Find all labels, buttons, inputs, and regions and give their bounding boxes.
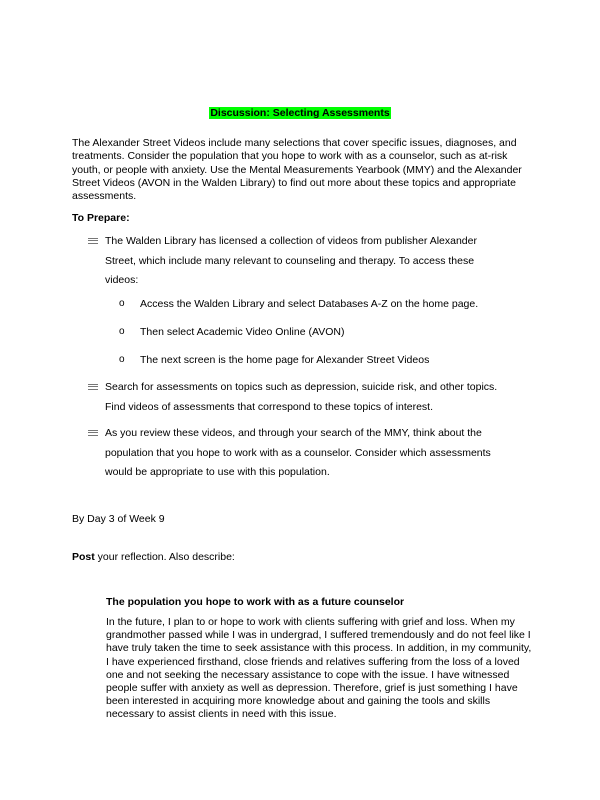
- page-title: Discussion: Selecting Assessments: [210, 107, 390, 119]
- post-instruction-rest: your reflection. Also describe:: [94, 551, 235, 563]
- prepare-bullet: [88, 378, 508, 418]
- sub-item-text: Access the Walden Library and select Databases A-Z on the home page.: [140, 298, 479, 310]
- sub-bullet-icon: o: [119, 298, 125, 309]
- bullet-icon: [88, 430, 98, 436]
- post-instruction: [72, 551, 235, 563]
- bullet-icon: [88, 238, 98, 244]
- sub-item-text: The next screen is the home page for Alexander Street Videos: [140, 354, 430, 366]
- bullet-text: As you review these videos, and through your search of the MMY, think about the population that you hope to work with as a counselor. Consider which assessments would be appropriate to use with this population.: [105, 427, 491, 478]
- title-block: [0, 103, 600, 121]
- sub-item-text: Then select Academic Video Online (AVON): [140, 326, 345, 338]
- bullet-text: Search for assessments on topics such as depression, suicide risk, and other topics. Find videos of assessments that correspond to these topics of interest.: [105, 381, 498, 413]
- bullet-icon: [88, 384, 98, 390]
- sub-bullet-icon: o: [119, 354, 125, 365]
- sub-bullet-icon: o: [119, 326, 125, 337]
- prepare-bullet: [88, 232, 508, 292]
- section-body: In the future, I plan to or hope to work with clients suffering with grief and loss. When my grandmother passed while I was in undergrad, I suffered tremendously and do not feel like I have truly taken the time to seek assistance with this process. In addition, in my community, I have experienced firsthand, close friends and relatives suffering from the loss of a loved one and not seeking the necessary assistance to cope with the issue. I have witnessed people suffer with anxiety as well as depression. Therefore, grief is just something I have been interested in acquiring more knowledge about and gaining the tools and skills necessary to assist clients in need with this issue.: [106, 616, 532, 721]
- section-heading: The population you hope to work with as a future counselor: [106, 596, 405, 608]
- to-prepare-heading: To Prepare:: [72, 212, 130, 224]
- bullet-text: The Walden Library has licensed a collection of videos from publisher Alexander Street, which include many relevant to counseling and therapy. To access these videos:: [105, 235, 477, 286]
- intro-paragraph: The Alexander Street Videos include many selections that cover specific issues, diagnoses, and treatments. Consider the population that you hope to work with as a counselor, such as at-risk youth, or people with anxiety. Use the Mental Measurements Yearbook (MMY) and the Alexander Street Videos (AVON in the Walden Library) to find out more about these topics and appropriate assessments.: [72, 137, 522, 203]
- post-bold-text: Post: [72, 551, 95, 563]
- prepare-bullet: [88, 424, 508, 484]
- deadline-text: By Day 3 of Week 9: [72, 513, 165, 525]
